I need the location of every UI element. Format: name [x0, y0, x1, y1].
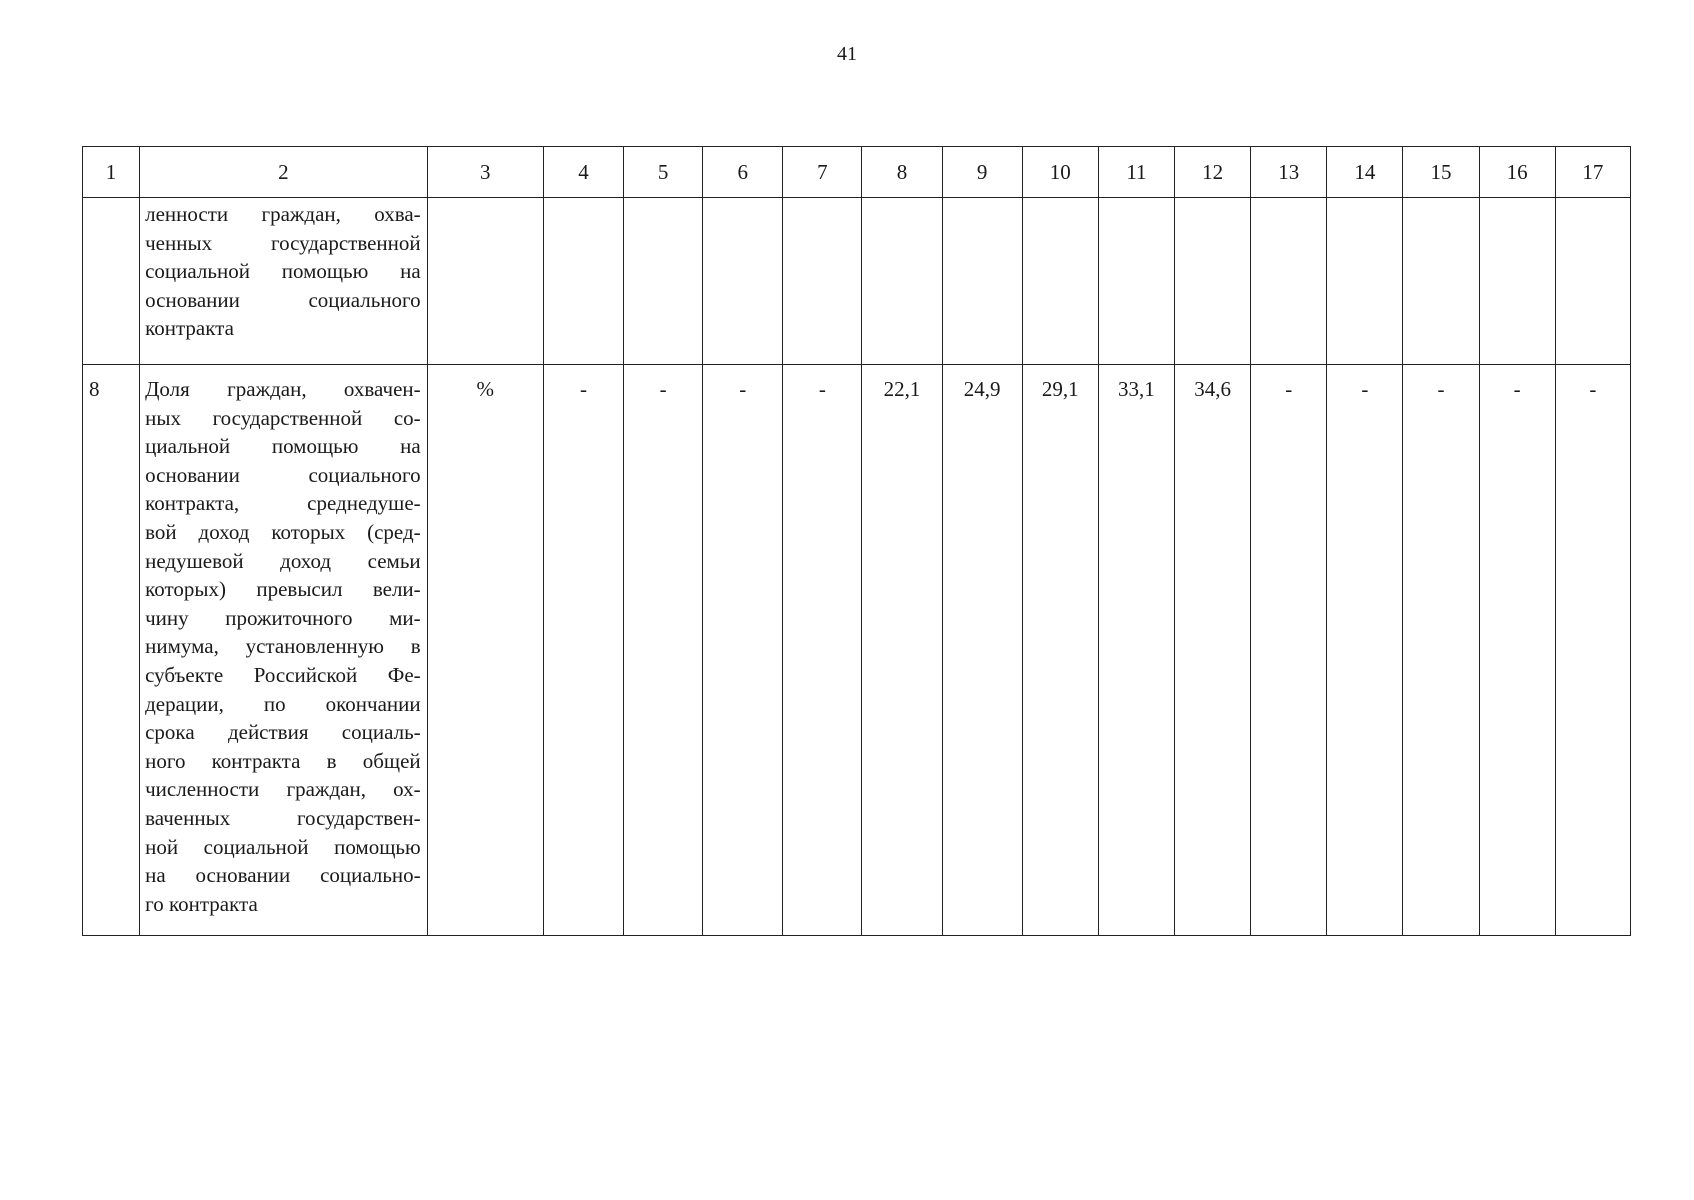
value-cell	[1555, 365, 1630, 936]
header-cell: 6	[703, 147, 783, 198]
value-cell	[1251, 365, 1327, 936]
cell-value: 24,9	[963, 377, 1001, 401]
cell-value: 29,1	[1041, 377, 1079, 401]
cell-value: -	[1437, 377, 1445, 401]
unit-value: %	[476, 377, 495, 401]
description-line: нимума, установленную в	[145, 634, 421, 659]
description-line: ленности граждан, охва-	[145, 202, 421, 226]
description-line: ной социальной помощью	[145, 834, 421, 859]
header-cell: 15	[1403, 147, 1479, 198]
empty-cell	[703, 198, 783, 365]
description-line: ных государственной со-	[145, 405, 421, 430]
empty-cell	[1403, 198, 1479, 365]
cell-value: -	[818, 377, 826, 401]
cell-value: -	[579, 377, 587, 401]
value-cell	[543, 365, 623, 936]
cell-value: -	[1589, 377, 1597, 401]
header-cell: 10	[1022, 147, 1098, 198]
value-cell	[1098, 365, 1174, 936]
description-line: ченных государственной	[145, 230, 421, 255]
empty-cell	[1098, 198, 1174, 365]
header-cell: 8	[862, 147, 942, 198]
empty-cell	[862, 198, 942, 365]
value-cell	[942, 365, 1022, 936]
empty-cell	[427, 198, 543, 365]
description-line: субъекте Российской Фе-	[145, 662, 421, 687]
header-cell: 14	[1327, 147, 1403, 198]
header-cell: 5	[624, 147, 703, 198]
header-cell: 1	[83, 147, 140, 198]
empty-cell	[1327, 198, 1403, 365]
value-cell	[1479, 365, 1555, 936]
empty-cell	[1022, 198, 1098, 365]
table-row	[83, 365, 1631, 936]
value-cell	[783, 365, 862, 936]
empty-cell	[1479, 198, 1555, 365]
header-cell: 16	[1479, 147, 1555, 198]
header-cell: 17	[1555, 147, 1630, 198]
description-line: срока действия социаль-	[145, 720, 421, 745]
empty-cell	[83, 198, 140, 365]
description-line: ваченных государствен-	[145, 805, 421, 830]
empty-cell	[942, 198, 1022, 365]
description-line: которых) превысил вели-	[145, 577, 421, 602]
value-cell	[703, 365, 783, 936]
cell-value: -	[1361, 377, 1369, 401]
description-cell	[140, 198, 428, 365]
description-line: Доля граждан, охвачен-	[145, 377, 421, 401]
header-row	[83, 147, 1631, 198]
cell-value: 33,1	[1118, 377, 1155, 401]
description-line: вой доход которых (сред-	[145, 519, 421, 544]
description-line: го контракта	[145, 891, 258, 916]
header-cell: 11	[1098, 147, 1174, 198]
header-cell: 7	[783, 147, 862, 198]
value-cell	[862, 365, 942, 936]
empty-cell	[1555, 198, 1630, 365]
description-line: чину прожиточного ми-	[145, 605, 421, 630]
cell-value: 22,1	[883, 377, 921, 401]
description-line: недушевой доход семьи	[145, 548, 421, 573]
value-cell	[1022, 365, 1098, 936]
description-line: контракта	[145, 316, 234, 341]
continuation-row	[83, 198, 1631, 365]
page-number: 41	[837, 43, 857, 65]
description-line: ного контракта в общей	[145, 748, 421, 773]
header-cell: 2	[140, 147, 428, 198]
value-cell	[1175, 365, 1251, 936]
description-line: на основании социально-	[145, 863, 421, 888]
row-number: 8	[89, 377, 100, 401]
value-cell	[624, 365, 703, 936]
cell-value: -	[1513, 377, 1521, 401]
description-line: циальной помощью на	[145, 434, 421, 459]
description-line: социальной помощью на	[145, 259, 421, 284]
empty-cell	[624, 198, 703, 365]
row-number-cell	[83, 365, 140, 936]
description-line: контракта, среднедуше-	[145, 491, 421, 516]
header-cell: 3	[427, 147, 543, 198]
header-cell: 9	[942, 147, 1022, 198]
header-cell: 13	[1251, 147, 1327, 198]
description-cell	[140, 365, 428, 936]
header-cell: 4	[543, 147, 623, 198]
description-line: дерации, по окончании	[145, 691, 421, 716]
unit-cell	[427, 365, 543, 936]
empty-cell	[1251, 198, 1327, 365]
cell-value: -	[739, 377, 747, 401]
empty-cell	[1175, 198, 1251, 365]
value-cell	[1327, 365, 1403, 936]
description-line: основании социального	[145, 287, 421, 312]
value-cell	[1403, 365, 1479, 936]
empty-cell	[783, 198, 862, 365]
header-cell: 12	[1175, 147, 1251, 198]
cell-value: 34,6	[1194, 377, 1231, 401]
empty-cell	[543, 198, 623, 365]
indicators-table	[82, 146, 1631, 936]
cell-value: -	[659, 377, 667, 401]
description-line: основании социального	[145, 462, 421, 487]
description-line: численности граждан, ох-	[145, 777, 421, 802]
cell-value: -	[1285, 377, 1293, 401]
